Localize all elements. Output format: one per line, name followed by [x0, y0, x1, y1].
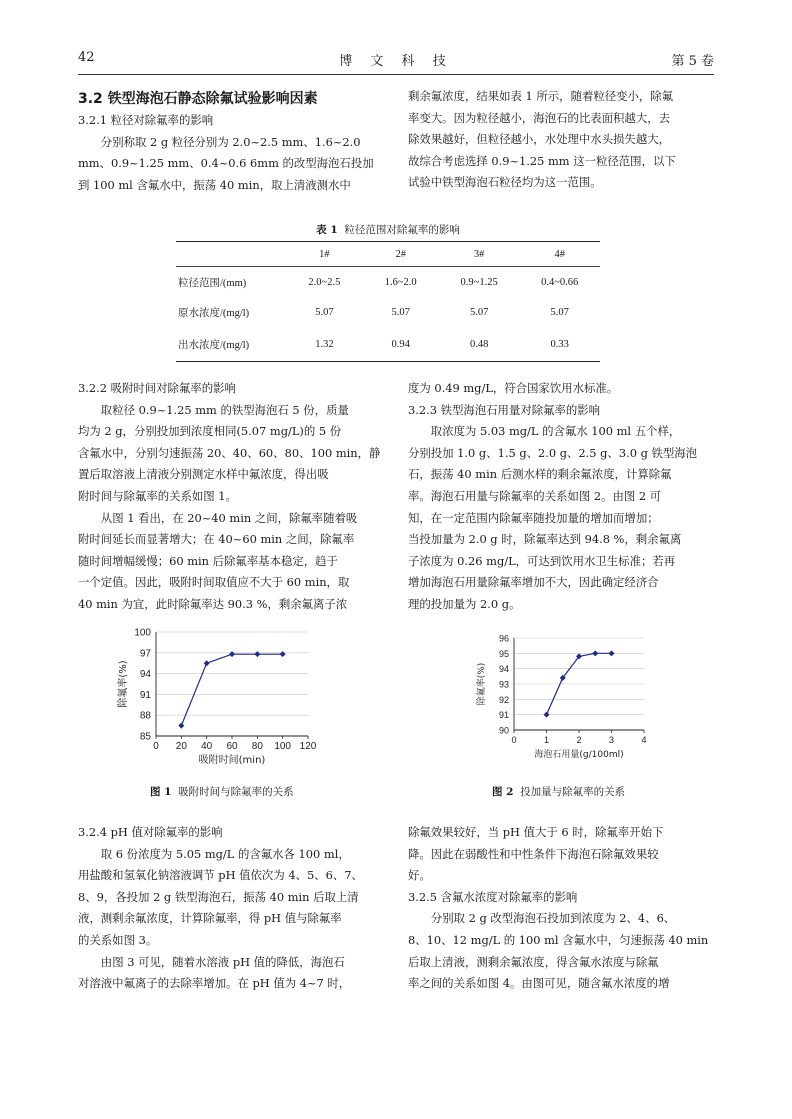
x-tick-label: 0	[153, 741, 159, 752]
table-row: 原水浓度/(mg/l) 5.07 5.07 5.07 5.07	[178, 306, 569, 319]
table-1	[176, 222, 600, 362]
x-tick-label: 4	[641, 735, 647, 745]
x-tick-label: 100	[274, 741, 292, 752]
chart-1	[112, 618, 327, 778]
paragraph: 度为 0.49 mg/L，符合国家饮用水标准。	[408, 381, 619, 395]
table-row: 粒径范围/(mm) 2.0~2.5 1.6~2.0 0.9~1.25 0.4~0.66	[178, 276, 579, 289]
x-tick-label: 20	[175, 741, 187, 752]
y-tick-label: 96	[498, 633, 509, 644]
figure-1	[112, 618, 327, 778]
y-tick-label: 85	[139, 731, 151, 743]
table-header-row: 1# 2# 3# 4#	[176, 242, 600, 267]
paragraph: 从图 1 看出，在 20~40 min 之间，除氟率随着吸 附时间延长而显著增大；在 40~60 min 之间，除氟率 随时间增幅缓慢；60 min 后除氟率基本稳定，趋于 一个定值。因此，吸附时间取值应不大于 60 min，取 40 min 为宜，此时除氟率达 90.3 %，剩余氟离子浓	[78, 510, 358, 611]
y-axis-label: 除氟率(%)	[477, 662, 487, 706]
right-column-block-2	[408, 378, 722, 616]
figure-2	[470, 628, 670, 774]
data-point	[229, 651, 235, 657]
left-column-block-3	[78, 822, 392, 995]
data-point	[592, 650, 598, 656]
data-point	[544, 712, 550, 718]
x-tick-label: 2	[576, 735, 582, 745]
figure-2-caption: 图 2 投加量与除氟率的关系	[492, 786, 626, 798]
chart-2	[470, 628, 670, 774]
y-tick-label: 91	[498, 710, 509, 721]
x-tick-label: 0	[511, 735, 517, 745]
volume-label: 第 5 卷	[671, 54, 714, 69]
right-column-block-3	[408, 822, 722, 995]
paragraph: 取浓度为 5.03 mg/L 的含氟水 100 ml 五个样， 分别投加 1.0 g、1.5 g、2.0 g、2.5 g、3.0 g 铁型海泡 石，振荡 40 min 后测水样的剩余氟浓度，计算除氟 率。海泡石用量与除氟率的关系如图 2。由图 2 可 知，在一定范围内除氟率随投加量的增加而增加； 当投加量为 2.0 g 时，除氟率达到 94.8 %，剩余氟离 子浓度为 0.26 mg/L，可达到饮用水卫生标准；若再 增加海泡石用量除氟率增加不大，因此确定经济合 理的投加量为 2.0 g。	[408, 424, 698, 611]
table-caption: 表 1 粒径范围对除氟率的影响	[316, 224, 460, 236]
left-column-block-1	[78, 88, 392, 196]
data-point	[254, 651, 260, 657]
figure-1-caption: 图 1 吸附时间与除氟率的关系	[150, 786, 294, 798]
paragraph: 取粒径 0.9~1.25 mm 的铁型海泡石 5 份，质量 均为 2 g，分别投加到浓度相同(5.07 mg/L)的 5 份 含氟水中，分别匀速振荡 20、40、60、80、100 min，静 置后取溶液上清液分别测定水样中氟浓度，得出吸 附时间与除氟率的关系如图 1。	[78, 402, 381, 503]
paragraph: 分别称取 2 g 粒径分别为 2.0~2.5 mm、1.6~2.0 mm、0.9~1.25 mm、0.4~0.6 6mm 的改型海泡石投加 到 100 ml 含氟水中，振荡 40 min，取上清液测水中	[78, 134, 374, 192]
header-rule	[78, 74, 714, 75]
y-tick-label: 90	[498, 725, 509, 736]
y-tick-label: 92	[498, 694, 509, 705]
y-axis-label: 除氟率(%)	[118, 660, 129, 708]
y-tick-label: 88	[139, 710, 151, 722]
subsection-heading: 3.2.3 铁型海泡石用量对除氟率的影响	[408, 402, 601, 417]
subsection-heading: 3.2.5 含氟水浓度对除氟率的影响	[408, 889, 578, 904]
data-point	[178, 723, 184, 729]
data-point	[609, 650, 615, 656]
y-tick-label: 94	[498, 664, 509, 675]
x-tick-label: 3	[608, 735, 615, 745]
paragraph: 剩余氟浓度，结果如表 1 所示，随着粒径变小，除氟 率变大。因为粒径越小，海泡石的比表面积越大，去 除效果越好，但粒径越小，水处理中水头损失越大， 故综合考虑选择 0.9~1.25 mm 这一粒径范围，以下 试验中铁型海泡石粒径均为这一范围。	[408, 89, 676, 190]
paragraph: 由图 3 可见，随着水溶液 pH 值的降低，海泡石 对溶液中氟离子的去除率增加。在 pH 值为 4~7 时，	[78, 954, 351, 991]
y-tick-label: 94	[139, 669, 151, 681]
series-line	[181, 654, 282, 725]
y-tick-label: 97	[139, 648, 151, 660]
journal-name: 博 文 科 技	[339, 54, 453, 69]
table-row: 出水浓度/(mg/l) 1.32 0.94 0.48 0.33	[176, 327, 600, 362]
data-table	[176, 241, 600, 362]
page-number: 42	[78, 50, 95, 65]
paragraph: 分别取 2 g 改型海泡石投加到浓度为 2、4、6、 8、10、12 mg/L 的 100 ml 含氟水中，匀速振荡 40 min 后取上清液，测剩余氟浓度，得含氟水浓度与除氟 率之间的关系如图 4。由图可见，随含氟水浓度的增	[408, 911, 709, 991]
x-tick-label: 120	[299, 741, 317, 752]
right-column-block-1	[408, 86, 722, 194]
subsection-heading: 3.2.1 粒径对除氟率的影响	[78, 113, 214, 127]
left-column-block-2	[78, 378, 392, 616]
x-tick-label: 40	[201, 741, 213, 752]
running-header	[78, 50, 714, 72]
y-tick-label: 95	[498, 648, 509, 659]
y-tick-label: 91	[139, 689, 151, 701]
y-tick-label: 100	[134, 627, 151, 639]
x-axis-label: 吸附时间(min)	[198, 755, 266, 766]
section-heading: 3.2 铁型海泡石静态除氟试验影响因素	[78, 91, 318, 107]
paragraph: 取 6 份浓度为 5.05 mg/L 的含氟水各 100 ml， 用盐酸和氢氧化钠溶液调节 pH 值依次为 4、5、6、7、 8、9，各投加 2 g 铁型海泡石，振荡 40 min 后取上清 液，测剩余氟浓度，计算除氟率，得 pH 值与除氟率 的关系如图 3。	[78, 846, 363, 947]
paragraph: 除氟效果较好，当 pH 值大于 6 时，除氟率开始下 降。因此在弱酸性和中性条件下海泡石除氟效果较 好。	[408, 825, 664, 883]
data-point	[280, 651, 286, 657]
x-tick-label: 60	[226, 741, 238, 752]
y-tick-label: 93	[498, 679, 509, 690]
data-point	[204, 660, 210, 666]
subsection-heading: 3.2.4 pH 值对除氟率的影响	[78, 825, 223, 839]
x-tick-label: 1	[543, 735, 550, 745]
x-axis-label: 海泡石用量(g/100ml)	[534, 750, 624, 760]
subsection-heading: 3.2.2 吸附时间对除氟率的影响	[78, 381, 236, 395]
x-tick-label: 80	[251, 741, 263, 752]
